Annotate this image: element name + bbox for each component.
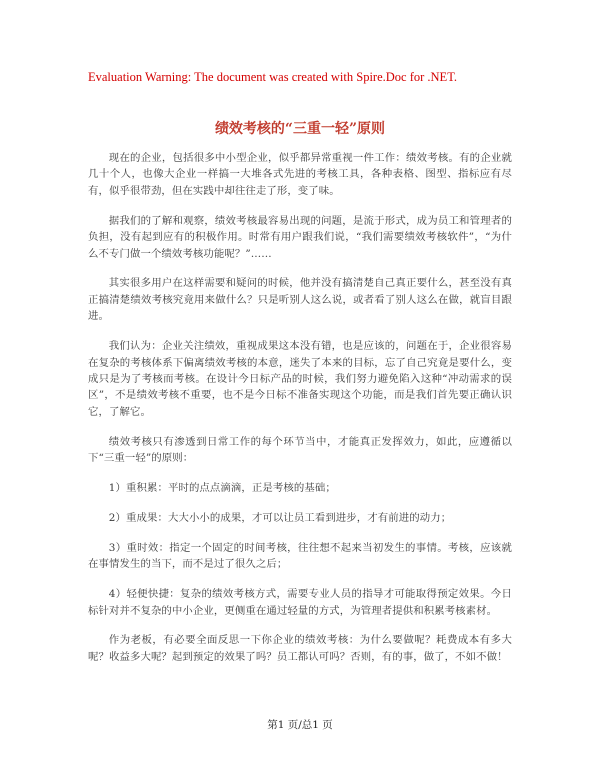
paragraph-our-view: 我们认为：企业关注绩效，重视成果这本没有错，也是应该的，问题在于，企业很容易在复杂的考核体系下偏离绩效考核的本意，迷失了本来的目标，忘了自己究竟是要什么，变成只是为了考核而考核。在设计今日标产品的时候，我们努力避免陷入这种“冲动需求的误区”，不是绩效考核不重要，也不是今日标不准备实现这个功能，而是我们首先要正确认识它，了解它。 <box>88 340 512 418</box>
principle-results: 2）重成果：大大小小的成果，才可以让员工看到进步，才有前进的动力； <box>108 511 452 524</box>
principle-timeliness: 3）重时效：指定一个固定的时间考核，往往想不起来当初发生的事情。考核，应该就在事情发生的当下，而不是过了很久之后； <box>88 541 512 571</box>
principle-lightweight: 4）轻便快捷：复杂的绩效考核方式，需要专业人员的指导才可能取得预定效果。今日标针对并不复杂的中小企业，更侧重在通过轻量的方式，为管理者提供和积累考核素材。 <box>88 588 512 617</box>
principle-accumulation: 1）重积累：平时的点点滴滴，正是考核的基础； <box>108 482 336 494</box>
paragraph-user-confusion: 其实很多用户在这样需要和疑问的时候，他并没有搞清楚自己真正要什么，甚至没有真正搞清楚绩效考核究竟用来做什么？只是听别人这么说，或者看了别人这么在做，就盲目跟进。 <box>88 277 512 323</box>
document-title: 绩效考核的“三重一轻”原则 <box>214 121 386 137</box>
page-number-footer: 第1 页/总1 页 <box>267 719 333 731</box>
paragraph-principles-intro: 绩效考核只有渗透到日常工作的每个环节当中，才能真正发挥效力，如此，应遵循以下“三重一轻”的原则： <box>88 435 512 465</box>
paragraph-observation: 据我们的了解和观察，绩效考核最容易出现的问题，是流于形式，成为员工和管理者的负担，没有起到应有的积极作用。时常有用户跟我们说，“我们需要绩效考核软件”，“为什么不专门做一个绩效考核功能呢？”…… <box>88 214 512 260</box>
evaluation-warning: Evaluation Warning: The document was created with Spire.Doc for .NET. <box>88 70 458 84</box>
paragraph-conclusion: 作为老板，有必要全面反思一下你企业的绩效考核：为什么要做呢？耗费成本有多大呢？收益多大呢？起到预定的效果了吗？员工都认可吗？否则，有的事，做了，不如不做！ <box>88 634 512 663</box>
document-body <box>88 150 512 679</box>
paragraph-intro: 现在的企业，包括很多中小型企业，似乎都异常重视一件工作：绩效考核。有的企业就几十个人，也像大企业一样搞一大堆各式先进的考核工具，各种表格、图型、指标应有尽有，似乎很带劲，但在实践中却往往走了形，变了味。 <box>88 152 512 197</box>
